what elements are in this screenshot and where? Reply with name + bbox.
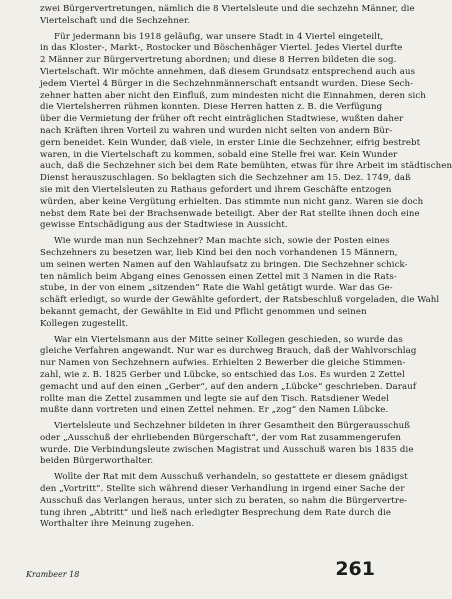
text-line: waren, in die Viertelschaft zu kommen, sobald eine Stelle frei war. Kein Wunder: [40, 149, 398, 160]
text-line: den „Vortritt“. Stellte sich während dieser Verhandlung in irgend einer Sache der: [40, 484, 405, 495]
text-line: beiden Bürgerworthalter.: [40, 456, 154, 467]
text-line: in das Kloster-, Markt-, Rostocker und Böschenhäger Viertel. Jedes Viertel durfte: [40, 43, 403, 54]
text-line: auch, daß die Sechzehner sich bei dem Rate bemühten, etwas für ihre Arbeit im städtischen: [40, 161, 452, 172]
text-line: gleiche Verfahren angewandt. Nur war es durchweg Brauch, daß der Wahlvorschlag: [40, 346, 417, 357]
text-line: schäft erledigt, so wurde der Gewählte gefordert, der Ratsbeschluß vorgeladen, die Wahl: [40, 295, 440, 306]
text-line: rollte man die Zettel zusammen und legte sie auf den Tisch. Ratsdiener Wedel: [40, 393, 390, 404]
page-footer: [26, 558, 375, 586]
text-line: Wie wurde man nun Sechzehner? Man machte sich, sowie der Posten eines: [54, 236, 390, 247]
text-line: wurde. Die Verbindungsleute zwischen Magistrat und Ausschuß waren bis 1835 die: [40, 444, 414, 455]
text-line: nebst dem Rate bei der Brachsenwade beteiligt. Aber der Rat stellte ihnen doch eine: [40, 208, 420, 219]
text-line: zahl, wie z. B. 1825 Gerber und Lübcke, so entschied das Los. Es wurden 2 Zettel: [40, 369, 405, 380]
text-line: jedem Viertel 4 Bürger in die Sechzehnmännerschaft entsandt wurden. Diese Sech-: [40, 78, 414, 89]
text-line: bekannt gemacht, der Gewählte in Eid und Pflicht genommen und seinen: [40, 306, 367, 317]
text-line: gern beneidet. Kein Wunder, daß viele, in erster Linie die Sechzehner, eifrig bestrebt: [40, 137, 421, 148]
text-line: Viertelsleute und Sechzehner bildeten in ihrer Gesamtheit den Bürgerausschuß: [54, 421, 411, 432]
text-line: über die Vermietung der früher oft recht einträglichen Stadtwiese, wußten daher: [40, 114, 404, 125]
text-line: ten nämlich beim Abgang eines Genossen einen Zettel mit 3 Namen in die Rats-: [40, 271, 397, 282]
text-line: War ein Viertelsmann aus der Mitte seiner Kollegen geschieden, so wurde das: [54, 334, 403, 345]
text-line: Viertelschaft und die Sechzehner.: [40, 15, 191, 26]
body-text: [40, 4, 452, 531]
text-line: tung ihren „Abtritt“ und ließ nach erledigter Besprechung dem Rate durch die: [40, 507, 392, 518]
text-line: würden, aber keine Vergütung erhielten. Das stimmte nun nicht ganz. Waren sie doch: [40, 196, 424, 207]
text-line: nach Kräften ihren Vorteil zu wahren und wurden nicht selten von andern Bür-: [40, 125, 393, 136]
text-line: gemacht und auf den einen „Gerber“, auf den andern „Lübcke“ geschrieben. Darauf: [40, 381, 417, 392]
text-line: Viertelschaft. Wir möchte annehmen, daß diesem Grundsatz entsprechend auch aus: [40, 66, 416, 77]
text-line: stube, in der von einem „sitzenden“ Rate die Wahl getätigt wurde. War das Ge-: [40, 283, 393, 294]
text-line: nur Namen von Sechzehnern aufwies. Erhielten 2 Bewerber die gleiche Stimmen-: [40, 358, 406, 369]
text-line: oder „Ausschuß der ehrliebenden Bürgerschaft“, der vom Rat zusammengerufen: [40, 432, 401, 443]
text-line: sie mit den Viertelsleuten zu Rathaus gefordert und ihrem Geschäfte entzogen: [40, 184, 392, 195]
text-line: Für jedermann bis 1918 geläufig, war unsere Stadt in 4 Viertel eingeteilt,: [54, 31, 384, 42]
text-line: die Viertelsherren rühmen konnten. Diese Herren hatten z. B. die Verfügung: [40, 102, 383, 113]
text-line: Ausschuß das Verlangen heraus, unter sich zu beraten, so nahm die Bürgervertre-: [40, 495, 408, 506]
text-line: 2 Männer zur Bürgervertretung abordnen; und diese 8 Herren bildeten die sog.: [40, 55, 397, 66]
text-line: gewisse Entschädigung aus der Stadtwiese in Aussicht.: [40, 220, 288, 231]
text-line: Worthalter ihre Meinung zugehen.: [40, 519, 195, 530]
text-line: Kollegen zugestellt.: [40, 318, 129, 329]
printer-signature: Krambeer 18: [26, 570, 80, 579]
text-line: zehner hatten aber nicht den Einfluß, zum mindesten nicht die Einnahmen, deren sich: [40, 90, 426, 101]
text-line: zwei Bürgervertretungen, nämlich die 8 Viertelsleute und die sechzehn Männer, die: [40, 4, 415, 14]
text-line: Dienst herauszuschlagen. So beklagten sich die Sechzehner am 15. Dez. 1749, daß: [40, 173, 411, 184]
text-line: Wollte der Rat mit dem Ausschuß verhandeln, so gestattete er diesem gnädigst: [54, 472, 408, 483]
text-line: Sechzehners zu besetzen war, lieb Kind bei den noch vorhandenen 15 Männern,: [40, 247, 398, 258]
text-line: um seinen werten Namen auf den Wahlaufsatz zu bringen. Die Sechzehner schick-: [40, 259, 408, 270]
page-number: 261: [335, 558, 375, 580]
text-line: mußte dann vortreten und einen Zettel nehmen. Er „zog“ den Namen Lübcke.: [40, 405, 389, 416]
